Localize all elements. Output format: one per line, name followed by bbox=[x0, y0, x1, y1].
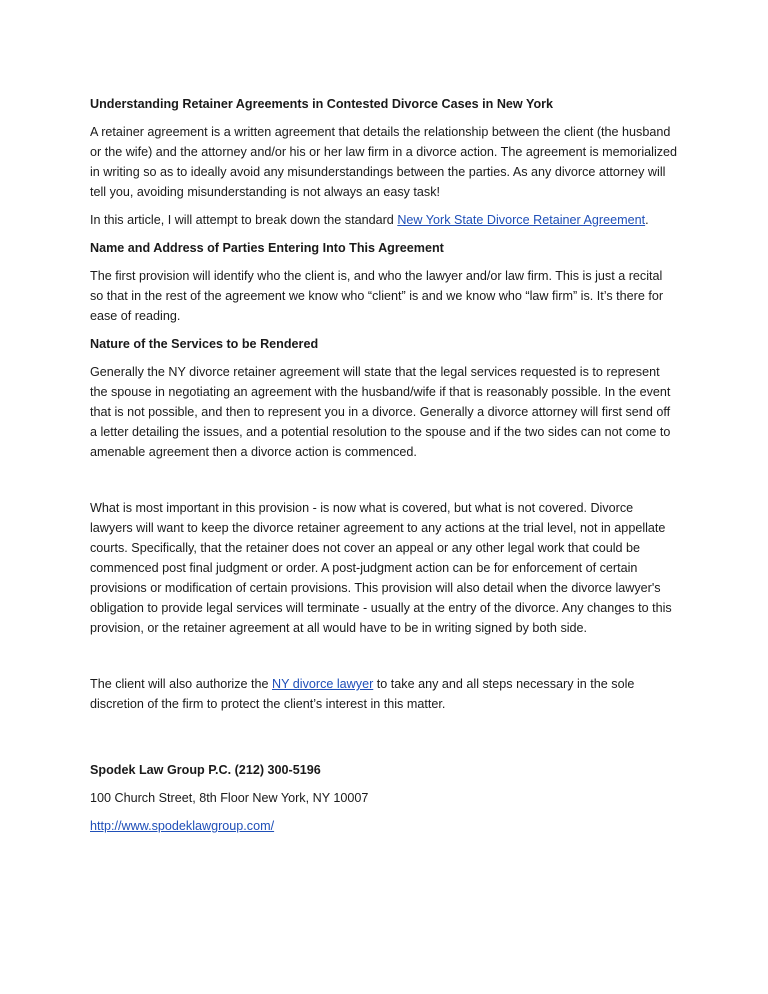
services-paragraph: Generally the NY divorce retainer agreement will state that the legal services requested is to represent the spouse in negotiating an agreement with the husband/wife if that is reasonably possible. In the event that is not possible, and then to represent you in a divorce. Generally a divorce attorney will first send off a letter detailing the issues, and a potential resolution to the spouse and if the two sides can not come to amenable agreement then a divorce action is commenced. bbox=[90, 365, 671, 459]
authorization-paragraph bbox=[90, 674, 678, 714]
firm-url-line bbox=[90, 816, 678, 836]
coverage-paragraph: What is most important in this provision - is now what is covered, but what is not covered. Divorce lawyers will want to keep the divorce retainer agreement to any actions at the trial level, not in appellate courts. Specifically, that the retainer does not cover an appeal or any other legal work that could be commenced post final judgment or order. A post-judgment action can be for enforcement of certain provisions or modification of certain provisions. This provision will also detail when the divorce lawyer's obligation to provide legal services will terminate - usually at the entry of the divorce. Any changes to this provision, or the retainer agreement at all would have to be in writing signed by both side. bbox=[90, 501, 672, 635]
article-intro-suffix: . bbox=[645, 213, 649, 227]
parties-paragraph: The first provision will identify who the client is, and who the lawyer and/or law firm. This is just a recital so that in the rest of the agreement we know who “client” is and we know who “law firm” is. It’s there for ease of reading. bbox=[90, 269, 664, 323]
article-intro-prefix: In this article, I will attempt to break down the standard bbox=[90, 213, 398, 227]
retainer-agreement-link[interactable]: New York State Divorce Retainer Agreement bbox=[397, 213, 646, 227]
intro-paragraph: A retainer agreement is a written agreement that details the relationship between the client (the husband or the wife) and the attorney and/or his or her law firm in a divorce action. The agreement is memorialized in writing so as to ideally avoid any misunderstandings between the parties. As any divorce attorney will tell you, avoiding misunderstanding is not always an easy task! bbox=[90, 125, 678, 199]
authorization-suffix: to take any and all steps necessary in the sole discretion of the firm to protect the client’s interest in this matter. bbox=[90, 677, 635, 711]
document-title: Understanding Retainer Agreements in Contested Divorce Cases in New York bbox=[90, 97, 554, 111]
firm-address: 100 Church Street, 8th Floor New York, NY 10007 bbox=[90, 791, 369, 805]
firm-name-phone: Spodek Law Group P.C. (212) 300-5196 bbox=[90, 763, 321, 777]
ny-divorce-lawyer-link[interactable]: NY divorce lawyer bbox=[272, 677, 374, 691]
article-intro-paragraph bbox=[90, 210, 678, 230]
firm-website-link[interactable]: http://www.spodeklawgroup.com/ bbox=[90, 819, 275, 833]
section-heading-services: Nature of the Services to be Rendered bbox=[90, 337, 319, 351]
authorization-prefix: The client will also authorize the bbox=[90, 677, 273, 691]
section-heading-parties: Name and Address of Parties Entering Into This Agreement bbox=[90, 241, 444, 255]
